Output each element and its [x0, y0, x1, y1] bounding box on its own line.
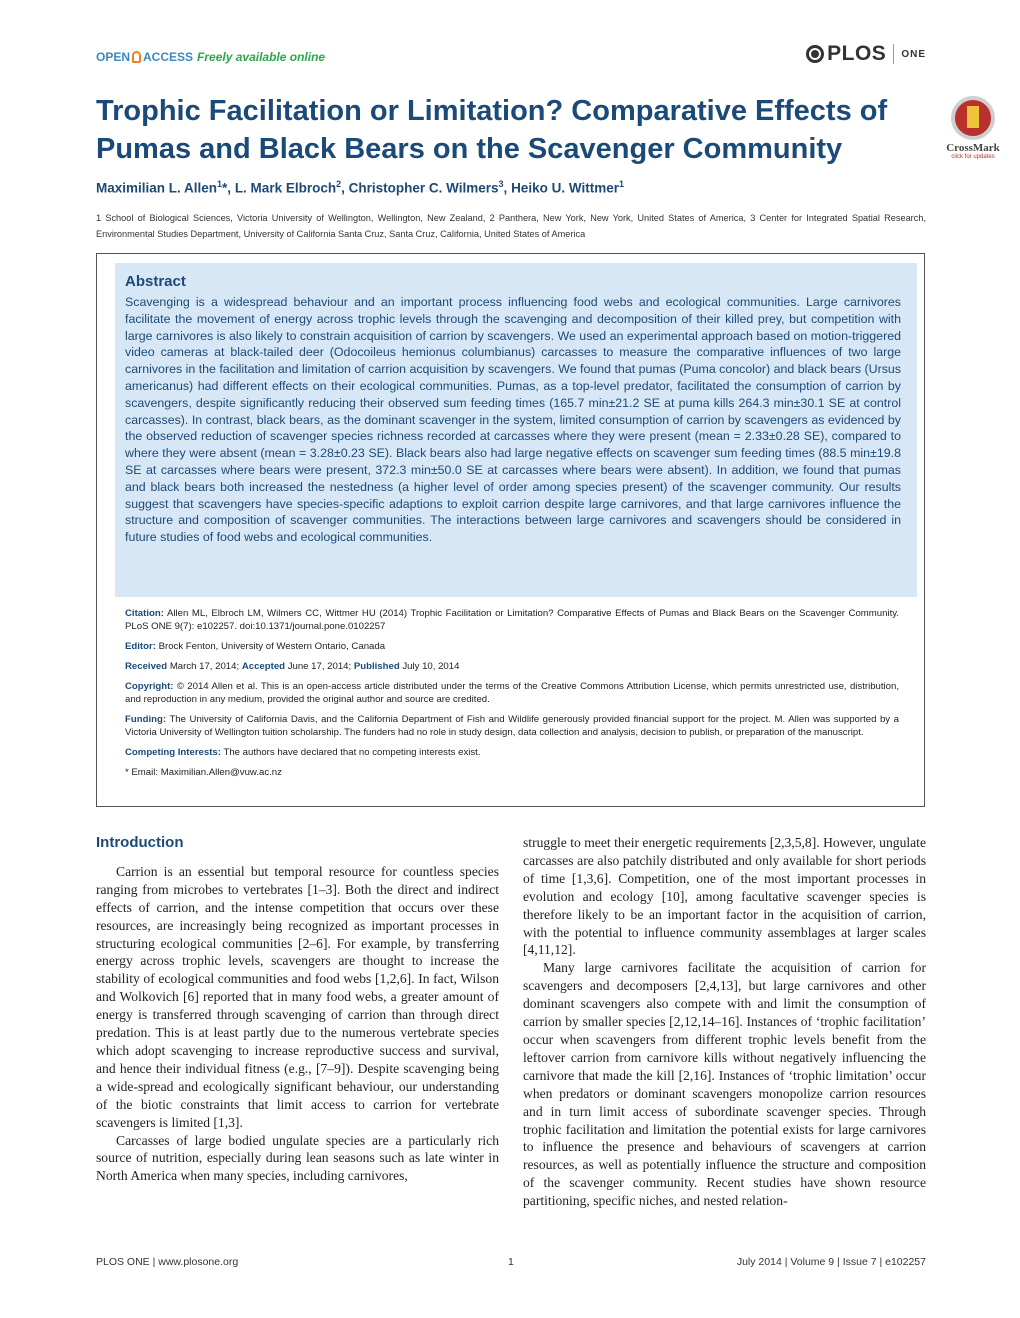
- author-affiliation-mark: 2: [336, 179, 342, 189]
- received-label: Received: [125, 661, 168, 672]
- funding: [125, 713, 899, 739]
- abstract-heading: Abstract: [125, 273, 186, 290]
- intro-paragraph: Carrion is an essential but temporal resource for countless species ranging from microbes to vertebrates [1–3]. Both the direct and indirect effects of carrion, and the intense competition that occurs over these resources, are increasingly being recognized as important processes in structuring ecological communities [2–6]. For example, by transferring energy across trophic levels, scavengers are thought to increase the stability of ecological communities and food webs [1,2,6]. In fact, Wilson and Wolkovich [6] reported that in many food webs, a greater amount of energy is transferred through scavenging of carrion than through direct predation. This is at least partly due to the numerous vertebrate species which adopt scavenging to increase reproductive success and survival, and hence their individual fitness (e.g., [7–9]). Despite scavenging being a wide-spread and ecologically significant behaviour, our understanding of the biotic constraints that limit access to carrion for vertebrate scavengers is limited [1,3].: [96, 863, 499, 1130]
- plos-wordmark: PLOS: [827, 42, 887, 65]
- plos-one-logo[interactable]: [806, 42, 926, 66]
- competing-text: The authors have declared that no competing interests exist.: [223, 747, 481, 758]
- footer-journal[interactable]: PLOS ONE | www.plosone.org: [96, 1256, 239, 1268]
- open-access-badge[interactable]: [96, 50, 325, 64]
- funding-label: Funding:: [125, 714, 167, 725]
- editor-label: Editor:: [125, 641, 156, 652]
- author-affiliation-mark: 1: [618, 179, 624, 189]
- dates: [125, 660, 899, 673]
- abstract-body: Scavenging is a widespread behaviour and an important process influencing food webs and ecological communities. Large carnivores facilitate the movement of energy across trophic levels through the scavenging and decomposition of their killed prey, but competition with large carnivores is also likely to constrain acquisition of carrion by scavengers. We used an experimental approach based on motion-triggered video cameras at black-tailed deer (Odocoileus hemionus columbianus) carcasses to measure the comparative influences of two large carnivores in the facilitation and limitation of carrion acquisition by scavengers. We found that pumas (Puma concolor) and black bears (Ursus americanus) had different effects on their ecological communities. Pumas, as a top-level predator, facilitated the consumption of carrion by scavengers, despite significantly reducing their observed sum feeding times (165.7 min±21.2 SE at puma kills 264.3 min±30.1 SE at control carcasses). In contrast, black bears, as the dominant scavenger in the system, limited consumption of carrion by scavengers as evidenced by the observed reduction of scavenger species richness recorded at carcasses where they were present (mean = 2.33±0.28 SE), compared to where they were absent (mean = 3.28±0.23 SE). Black bears also had large negative effects on scavenger sum feeding times (88.5 min±19.8 SE at carcasses where bears were present, 372.3 min±50.0 SE at carcasses where bears were absent). In addition, we found that pumas and black bears both increased the nestedness (a higher level of order among species present) of the scavenger community. Our results suggest that scavengers have species-specific adaptions to exploit carrion despite large carnivores, and that large carnivores influence the structure and composition of scavenger communities. The interactions between large carnivores and scavengers should be considered in future studies of food webs and ecological communities.: [125, 295, 901, 545]
- crossmark-icon: [951, 96, 995, 140]
- accepted-label: Accepted: [241, 661, 286, 672]
- crossmark-button[interactable]: [940, 96, 1006, 162]
- competing-interests: [125, 746, 899, 759]
- citation: [125, 607, 899, 633]
- email-label: * Email:: [125, 767, 159, 778]
- page-footer: [96, 1256, 926, 1272]
- right-column: [523, 834, 926, 1210]
- funding-text: The University of California Davis, and the California Department of Fish and Wildlife generously provided financial support for the project. M. Allen was supported by a Victoria University of Wellington tuition scholarship. The funders had no role in study design, data collection and analysis, decision to publish, or preparation of the manuscript.: [125, 714, 900, 738]
- author-name[interactable]: L. Mark Elbroch: [234, 180, 337, 196]
- author-separator: *,: [222, 180, 235, 196]
- copyright-text: © 2014 Allen et al. This is an open-access article distributed under the terms of the Creative Commons Attribution License, which permits unrestricted use, distribution, and reproduction in any medium, provided the original author and source are credited.: [125, 681, 900, 705]
- article-title: Trophic Facilitation or Limitation? Comparative Effects of Pumas and Black Bears on the Scavenger Community: [96, 95, 888, 165]
- corresponding-email: [125, 766, 899, 779]
- author-separator: ,: [503, 180, 512, 196]
- article-metadata: [125, 607, 899, 786]
- intro-paragraph: Many large carnivores facilitate the acquisition of carrion for scavengers and decomposers [2,4,13], but large carnivores and other dominant scavengers also compete with and limit the consumption of carrion by smaller species [2,12,14–16]. Instances of ‘trophic facilitation’ occur when scavengers from different trophic levels benefit from the leftover carrion from carnivore kills without negatively influencing the carnivore that made the kill [2,16]. Instances of ‘trophic limitation’ occur when predators or dominant scavengers monopolize carrion resources and in turn limit access of subordinate scavenger species. Through trophic facilitation and limitation the potential exists for large carnivores to influence the presence and behaviours of scavengers at carrion resources, as well as potentially influence the structure and composition of the scavenger community. Recent studies have shown resource partitioning, specific niches, and nested relation-: [523, 960, 926, 1209]
- competing-label: Competing Interests:: [125, 747, 221, 758]
- crossmark-sublabel: click for updates: [951, 154, 995, 160]
- author-name[interactable]: Maximilian L. Allen: [96, 180, 218, 196]
- open-lock-icon: [132, 51, 141, 63]
- author-separator: ,: [341, 180, 349, 196]
- abstract-panel: [115, 263, 917, 597]
- article-info-box: [96, 253, 925, 807]
- left-column: [96, 834, 499, 1185]
- author-name[interactable]: Heiko U. Wittmer: [511, 180, 619, 196]
- editor-text: Brock Fenton, University of Western Ontario, Canada: [158, 641, 386, 652]
- author-affiliation-mark: 3: [498, 179, 504, 189]
- crossmark-label: CrossMark: [946, 142, 1000, 154]
- editor: [125, 640, 899, 653]
- author-list: [96, 179, 624, 196]
- copyright: [125, 680, 899, 706]
- journal-header: [96, 42, 926, 72]
- email-link[interactable]: Maximilian.Allen@vuw.ac.nz: [160, 767, 282, 778]
- intro-paragraph: struggle to meet their energetic requirements [2,3,5,8]. However, ungulate carcasses are also patchily distributed and only available for short periods of time [1,3,6]. Competition, one of the most important processes in evolution and ecology [10], among facultative scavenger species is therefore likely to be an important factor in the acquisition of carrion, with the potential to influence community assemblages at larger scales [4,11,12].: [523, 835, 926, 958]
- published-label: Published: [353, 661, 400, 672]
- introduction-heading: Introduction: [96, 834, 184, 851]
- copyright-label: Copyright:: [125, 681, 174, 692]
- citation-label: Citation:: [125, 608, 164, 619]
- author-name[interactable]: Christopher C. Wilmers: [348, 180, 499, 196]
- one-wordmark: ONE: [901, 48, 926, 60]
- access-label: ACCESS: [143, 50, 194, 64]
- author-affiliation-mark: 1: [217, 179, 223, 189]
- plos-logo-icon: [806, 45, 824, 63]
- citation-text: Allen ML, Elbroch LM, Wilmers CC, Wittmer HU (2014) Trophic Facilitation or Limitation? Comparative Effects of Pumas and Black Bears on the Scavenger Community. PLoS ONE 9(7): e102257. doi:10.1371/journal.pone.0102257: [125, 608, 900, 632]
- received-date: March 17, 2014;: [169, 661, 240, 672]
- footer-issue: July 2014 | Volume 9 | Issue 7 | e102257: [736, 1256, 926, 1268]
- freely-available-label: Freely available online: [197, 50, 326, 64]
- intro-paragraph: Carcasses of large bodied ungulate species are a particularly rich source of nutrition, especially during lean seasons such as late winter in North America when many species, including carnivores,: [96, 1132, 499, 1184]
- published-date: July 10, 2014: [402, 661, 460, 672]
- open-label: OPEN: [96, 50, 131, 64]
- page-number: 1: [508, 1256, 514, 1268]
- affiliations: 1 School of Biological Sciences, Victoria University of Wellington, Wellington, New Zealand, 2 Panthera, New York, New York, United States of America, 3 Center for Integrated Spatial Research, Environmental Studies Department, University of California Santa Cruz, Santa Cruz, California, United States of America: [96, 213, 926, 239]
- logo-divider: [893, 44, 894, 64]
- accepted-date: June 17, 2014;: [287, 661, 352, 672]
